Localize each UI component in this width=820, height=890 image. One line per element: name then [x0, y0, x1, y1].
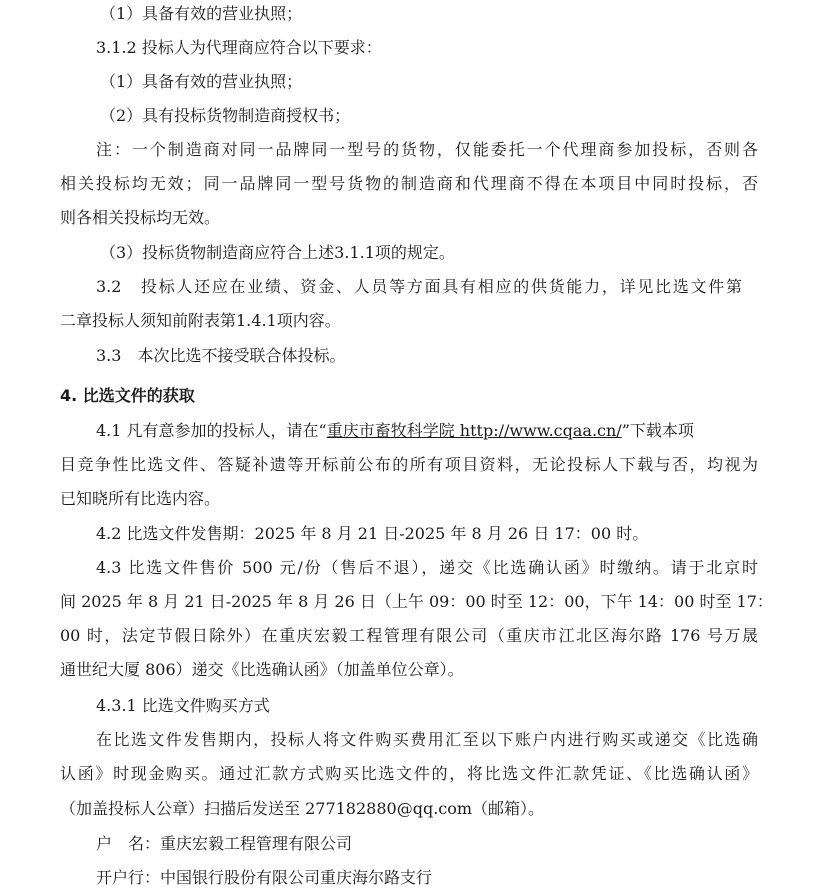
paragraph-line: 目竞争性比选文件、答疑补遗等开标前公布的所有项目资料，无论投标人下载与否，均视为: [60, 455, 758, 474]
paragraph-line: 4.3 比选文件售价 500 元/份（售后不退），递交《比选确认函》时缴纳。请于北京时: [96, 558, 758, 577]
paragraph-line: 通世纪大厦 806）递交《比选确认函》（加盖单位公章）。: [60, 660, 464, 679]
paragraph-line: 已知晓所有比选内容。: [60, 489, 221, 508]
paragraph-line: 注：一个制造商对同一品牌同一型号的货物，仅能委托一个代理商参加投标，否则各: [96, 140, 758, 159]
paragraph-line: 3.2 投标人还应在业绩、资金、人员等方面具有相应的供货能力，详见比选文件第: [96, 277, 742, 296]
line-text: 4.1 凡有意参加的投标人，请在“: [96, 421, 327, 440]
paragraph-line: （3）投标货物制造商应符合上述3.1.1项的规定。: [100, 243, 455, 262]
paragraph-line: 则各相关投标均无效。: [60, 208, 221, 227]
section-heading: 4. 比选文件的获取: [60, 386, 195, 405]
paragraph-line: （加盖投标人公章）扫描后发送至 277182880@qq.com（邮箱）。: [60, 799, 545, 818]
paragraph-line: 00 时，法定节假日除外）在重庆宏毅工程管理有限公司（重庆市江北区海尔路 176 号万晟: [60, 626, 758, 645]
paragraph-line: （1）具备有效的营业执照；: [100, 4, 303, 23]
account-name-line: 户 名：重庆宏毅工程管理有限公司: [96, 834, 353, 853]
bank-line: 开户行：中国银行股份有限公司重庆海尔路支行: [96, 868, 433, 887]
website-link[interactable]: 重庆市畜牧科学院 http://www.cqaa.cn/: [326, 421, 622, 440]
paragraph-line: （2）具有投标货物制造商授权书；: [100, 106, 351, 125]
paragraph-line: 相关投标均无效；同一品牌同一型号货物的制造商和代理商不得在本项目中同时投标，否: [60, 174, 758, 193]
paragraph-line: 3.3 本次比选不接受联合体投标。: [96, 346, 346, 365]
paragraph-line: [96, 419, 694, 443]
paragraph-line: 在比选文件发售期内，投标人将文件购买费用汇至以下账户内进行购买或递交《比选确: [96, 730, 758, 749]
line-text: ”下载本项: [621, 421, 694, 440]
paragraph-line: 间 2025 年 8 月 21 日-2025 年 8 月 26 日（上午 09：00 时至 12：00，下午 14：00 时至 17：: [60, 592, 773, 611]
paragraph-line: 4.2 比选文件发售期：2025 年 8 月 21 日-2025 年 8 月 26 日 17：00 时。: [96, 524, 649, 543]
paragraph-line: （1）具备有效的营业执照；: [100, 72, 303, 91]
paragraph-line: 4.3.1 比选文件购买方式: [96, 696, 270, 715]
paragraph-line: 3.1.2 投标人为代理商应符合以下要求：: [96, 38, 382, 57]
paragraph-line: 二章投标人须知前附表第1.4.1项内容。: [60, 311, 341, 330]
paragraph-line: 认函》时现金购买。通过汇款方式购买比选文件的，将比选文件汇款凭证、《比选确认函》: [60, 764, 758, 783]
